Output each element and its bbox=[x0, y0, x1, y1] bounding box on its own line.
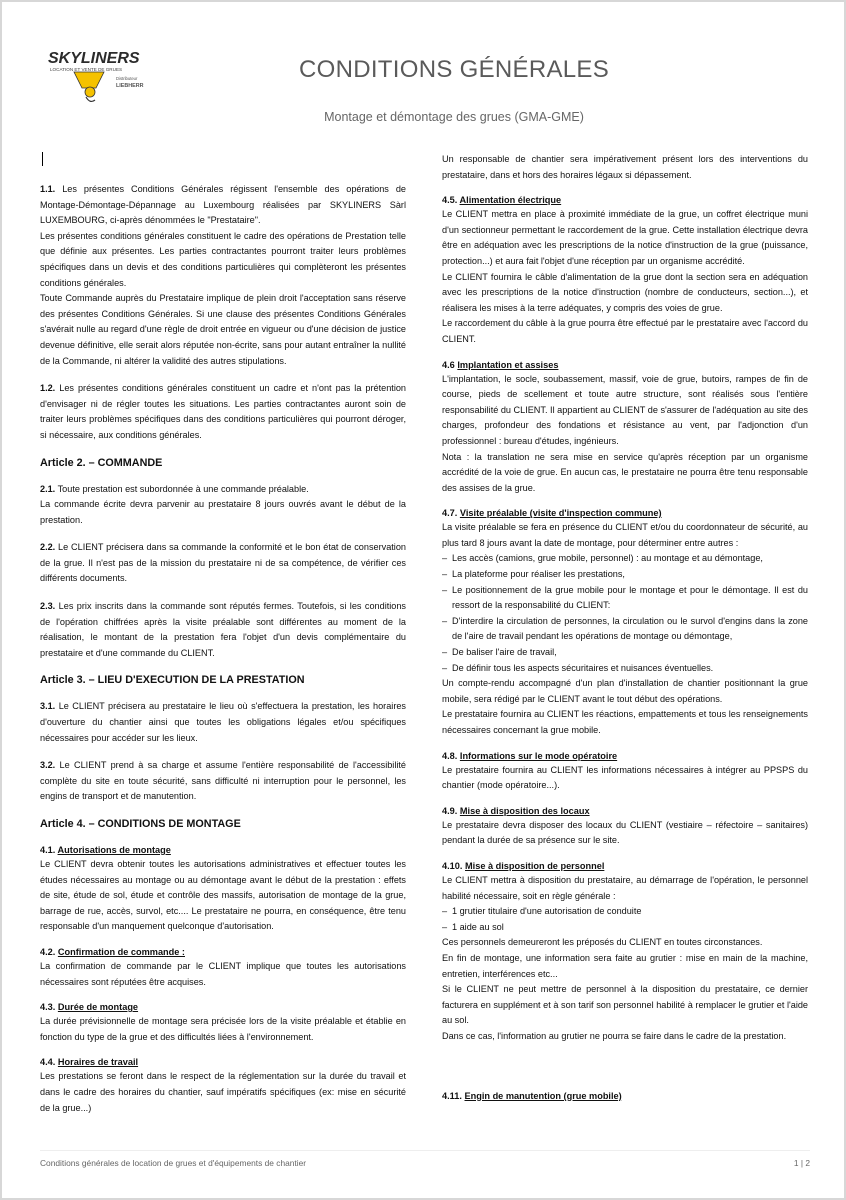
section-number: 2.3. bbox=[40, 601, 56, 612]
list-item: – 1 grutier titulaire d'une autorisation de conduite bbox=[442, 904, 808, 920]
list-item: – Le positionnement de la grue mobile pour le montage et pour le démontage. Il est du ressort de la responsabilité du CLIENT: bbox=[442, 583, 808, 614]
section-4-6-heading bbox=[442, 358, 808, 372]
section-4-3-heading bbox=[40, 1000, 406, 1014]
section-2-3 bbox=[40, 599, 406, 661]
paragraph: Les présentes Conditions Générales régissent l'ensemble des opérations de Montage-Démontage-Dépannage au Luxembourg réalisées par SKYLINERS Sàrl LUXEMBOURG, ci-après dénommées le "Prestataire". bbox=[40, 184, 406, 226]
paragraph: Les prix inscrits dans la commande sont réputés fermes. Toutefois, si les conditions de l'opération chiffrées après la visite préalable sont différentes au moment de la réalisation, le montant de la prestation fera l'objet d'un devis complémentaire du prestataire et d'une commande du CLIENT. bbox=[40, 601, 406, 658]
right-column bbox=[442, 152, 808, 1103]
paragraph: Le prestataire fournira au CLIENT les réactions, empattements et tous les renseignements nécessaires concernant la grue mobile. bbox=[442, 709, 808, 735]
section-title: Autorisations de montage bbox=[57, 845, 171, 855]
paragraph: La visite préalable se fera en présence du CLIENT et/ou du coordonnateur de sécurité, au plus tard 8 jours avant la date de montage, pour déterminer entre autres : bbox=[442, 522, 808, 548]
section-4-4-heading bbox=[40, 1055, 406, 1069]
section-2-2 bbox=[40, 540, 406, 587]
page-number: 1 | 2 bbox=[793, 1158, 810, 1168]
section-title: Engin de manutention (grue mobile) bbox=[464, 1090, 622, 1101]
paragraph: Les présentes conditions générales constituent un cadre et n'ont pas la prétention d'envisager ni de régler toutes les situations. Les parties contractantes auront soin de traiter leurs problèmes spécifiques dans des conditions particulières qui pourront déroger, si nécessaire, aux conditions générales. bbox=[40, 383, 406, 440]
section-number: 4.5. bbox=[442, 195, 458, 206]
left-column bbox=[40, 182, 406, 1116]
section-3-2 bbox=[40, 758, 406, 805]
article-3-heading: Article 3. – LIEU D'EXECUTION DE LA PRESTATION bbox=[40, 674, 305, 687]
section-4-10-heading bbox=[442, 859, 808, 873]
paragraph: La durée prévisionnelle de montage sera précisée lors de la visite préalable et établie en fonction du type de la grue et des difficultés liées à l'environnement. bbox=[40, 1016, 406, 1042]
section-title: Informations sur le mode opératoire bbox=[459, 750, 618, 761]
section-title: Implantation et assises bbox=[457, 359, 559, 370]
section-number: 2.2. bbox=[40, 542, 56, 553]
paragraph: La commande écrite devra parvenir au prestataire 8 jours ouvrés avant le début de la prestation. bbox=[40, 499, 406, 525]
section-number: 4.7. bbox=[442, 508, 458, 519]
list-item: – D'interdire la circulation de personnes, la circulation ou le survol d'engins dans la zone de l'aire de travail pendant les opérations de montage ou démontage, bbox=[442, 614, 808, 645]
section-1-1 bbox=[40, 182, 406, 229]
section-number: 4.8. bbox=[442, 750, 458, 761]
section-4-5-heading bbox=[442, 193, 808, 207]
list-item: – Les accès (camions, grue mobile, personnel) : au montage et au démontage, bbox=[442, 551, 808, 567]
section-1-2 bbox=[40, 381, 406, 443]
paragraph: Toute Commande auprès du Prestataire implique de plein droit l'acceptation sans réserve des présentes Conditions Générales. Si une clause des présentes Conditions Générales s'avérait nulle au regard d'une règle de droit entrée en vigueur ou d'une décision de justice devenue définitive, elle serait alors réputée non-écrite, sans pour autant entraîner la nullité de la Commande, ni altérer la validité des autres stipulations. bbox=[40, 293, 406, 366]
paragraph: Le prestataire devra disposer des locaux du CLIENT (vestiaire – réfectoire – sanitaires) pendant la durée de sa présence sur le site. bbox=[442, 819, 808, 846]
paragraph: Le CLIENT précisera dans sa commande la conformité et le bon état de conservation de la grue. Il n'est pas de la mission du prestataire ni de sa compétence, de vérifier ces différents documents. bbox=[40, 542, 406, 584]
section-number: 3.2. bbox=[40, 760, 56, 771]
logo-partner: LIEBHERR bbox=[116, 83, 144, 89]
section-number: 1.2. bbox=[40, 383, 56, 394]
paragraph: Le CLIENT devra obtenir toutes les autorisations administratives et effectuer toutes les études nécessaires au montage ou au démontage avant le début de la prestation : effets de site, étude de sol, étude et contrôle des massifs, autorisation de montage de la grue, barrage de rue, accès, survol, etc.... Le prestataire ne pourra, en conséquence, être tenu responsable d'un manquement quelconque d'autorisation. bbox=[40, 859, 406, 932]
page-title: CONDITIONS GÉNÉRALES bbox=[298, 56, 610, 83]
section-number: 1.1. bbox=[40, 184, 56, 194]
paragraph: Ces personnels demeureront les préposés du CLIENT en toutes circonstances. bbox=[442, 937, 763, 948]
personnel-list bbox=[442, 904, 808, 935]
document-page bbox=[2, 2, 844, 1198]
paragraph: Le CLIENT mettra en place à proximité immédiate de la grue, un coffret électrique muni d'un sectionneur permettant le raccordement de la grue. Cette installation électrique devra être en adéquation avec les prescriptions de la notice d'instruction de la grue (puissance, protection...) et aura fait l'objet d'une réception par un organisme accrédité. bbox=[442, 209, 808, 266]
paragraph: L'implantation, le socle, soubassement, massif, voie de grue, butoirs, rampes de fin de course, pieds de scellement et toute autre structure, sont réalisés sous l'entière responsabilité du CLIENT. Il appartient au CLIENT de s'assurer de l'adéquation au site des charges, profondeur des fondations et résistance au vent, par l'adjonction d'un professionnel : bureau d'études, ingénieurs. bbox=[442, 373, 808, 446]
section-number: 4.10. bbox=[442, 860, 463, 871]
paragraph: Le prestataire fournira au CLIENT les informations nécessaires à intégrer au PPSPS du chantier (mode opératoire...). bbox=[442, 764, 808, 791]
section-title: Horaires de travail bbox=[57, 1057, 139, 1068]
logo-tagline: LOCATION ET VENTE DE GRUES bbox=[50, 67, 123, 72]
footer-divider bbox=[40, 1150, 810, 1151]
section-number: 4.4. bbox=[40, 1057, 56, 1068]
paragraph: En fin de montage, une information sera faite au grutier : mise en main de la machine, entretien, interférences etc... bbox=[442, 952, 808, 979]
section-4-7-heading bbox=[442, 506, 808, 520]
visit-checklist bbox=[442, 551, 808, 676]
paragraph: Le CLIENT prend à sa charge et assume l'entière responsabilité de l'accessibilité complète du site en toute sécurité, sans difficulté ni interruption pour le personnel, les engins de transport et de manutention. bbox=[40, 760, 406, 802]
section-4-1-heading bbox=[40, 843, 406, 857]
section-4-2-heading bbox=[40, 945, 406, 959]
section-number: 2.1. bbox=[40, 483, 56, 494]
paragraph: Le CLIENT mettra à disposition du prestataire, au démarrage de l'opération, le personnel habilité nécessaire, soit en règle générale : bbox=[442, 874, 808, 901]
article-2-heading: Article 2. – COMMANDE bbox=[40, 456, 163, 469]
paragraph: Un responsable de chantier sera impérativement présent lors des interventions du prestataire, dans et hors des horaires légaux si dépassement. bbox=[442, 154, 808, 180]
logo-brand: SKYLINERS bbox=[48, 50, 140, 67]
list-item: – De définir tous les aspects sécuritaires et nuisances éventuelles. bbox=[442, 661, 808, 677]
paragraph: Dans ce cas, l'information au grutier ne pourra se faire dans le cadre de la prestation. bbox=[442, 1030, 787, 1041]
paragraph: Nota : la translation ne sera mise en service qu'après réception par un organisme accrédité de la voie de grue. En aucun cas, le prestataire ne pourra être tenu responsable des assises de la grue. bbox=[442, 451, 808, 493]
paragraph: Un compte-rendu accompagné d'un plan d'installation de chantier positionnant la grue mobile, sera rédigé par le CLIENT avant le tout début des opérations. bbox=[442, 678, 808, 704]
paragraph: Les présentes conditions générales constituent le cadre des opérations de Prestation telle que définie aux présentes. Les parties contractantes pourront traiter leurs problèmes spécifiques dans un devis et des conditions particulières qui complèteront les présentes conditions générales. bbox=[40, 230, 406, 288]
section-title: Alimentation électrique bbox=[459, 195, 562, 206]
list-item: – De baliser l'aire de travail, bbox=[442, 645, 808, 661]
paragraph: La confirmation de commande par le CLIENT implique que toutes les autorisations nécessaires sont réputées être acquises. bbox=[40, 960, 406, 987]
section-title: Mise à disposition de personnel bbox=[465, 860, 605, 871]
paragraph: Le raccordement du câble à la grue pourra être effectué par le prestataire avec l'accord du CLIENT. bbox=[442, 318, 808, 344]
page-footer bbox=[40, 1158, 810, 1168]
section-number: 4.3. bbox=[40, 1002, 56, 1013]
list-item: – La plateforme pour réaliser les prestations, bbox=[442, 567, 808, 583]
section-number: 4.11. bbox=[442, 1090, 462, 1101]
section-number: 3.1. bbox=[40, 701, 56, 712]
article-4-heading: Article 4. – CONDITIONS DE MONTAGE bbox=[40, 818, 241, 830]
paragraph: Le CLIENT précisera au prestataire le lieu où s'effectuera la prestation, les horaires d'ouverture du chantier ainsi que toutes les obligations légales et/ou spécifiques nécessaires pour accéder sur les lieux. bbox=[40, 701, 406, 743]
paragraph: Toute prestation est subordonnée à une commande préalable. bbox=[55, 483, 309, 494]
section-title: Durée de montage bbox=[57, 1002, 139, 1013]
section-number: 4.9. bbox=[442, 805, 458, 816]
paragraph: Le CLIENT fournira le câble d'alimentation de la grue dont la section sera en adéquation avec les prescriptions de la notice d'instruction (nombre de conducteurs, section...), et réalisera les mises à la terre adéquates, y compris des voies de grue. bbox=[442, 271, 808, 313]
list-item: – 1 aide au sol bbox=[442, 920, 808, 936]
section-number: 4.1. bbox=[40, 845, 56, 855]
paragraph: Si le CLIENT ne peut mettre de personnel à la disposition du prestataire, ce dernier facturera en supplément et à son tarif son personnel habilité à remplacer le grutier et l'aide au sol. bbox=[442, 984, 808, 1026]
logo-partner-prefix: Distributeur bbox=[116, 76, 138, 81]
text-cursor bbox=[42, 152, 43, 166]
footer-text: Conditions générales de location de grues et d'équipements de chantier bbox=[40, 1158, 307, 1168]
section-4-8-heading bbox=[442, 749, 808, 763]
section-title: Mise à disposition des locaux bbox=[459, 805, 590, 816]
section-number: 4.6 bbox=[442, 359, 455, 370]
skyliners-logo bbox=[46, 48, 176, 108]
section-4-11-heading bbox=[442, 1089, 808, 1103]
page-subtitle: Montage et démontage des grues (GMA-GME) bbox=[324, 110, 584, 124]
paragraph: Les prestations se feront dans le respect de la réglementation sur la durée du travail et dans le cadre des horaires du chantier, sauf impératifs spécifiques (ex: mise en sécurité de la grue...) bbox=[40, 1071, 406, 1113]
section-number: 4.2. bbox=[40, 946, 56, 957]
section-2-1 bbox=[40, 482, 406, 498]
section-title: Confirmation de commande : bbox=[57, 946, 185, 957]
section-title: Visite préalable (visite d'inspection commune) bbox=[459, 508, 662, 519]
section-3-1 bbox=[40, 699, 406, 746]
section-4-9-heading bbox=[442, 804, 808, 818]
